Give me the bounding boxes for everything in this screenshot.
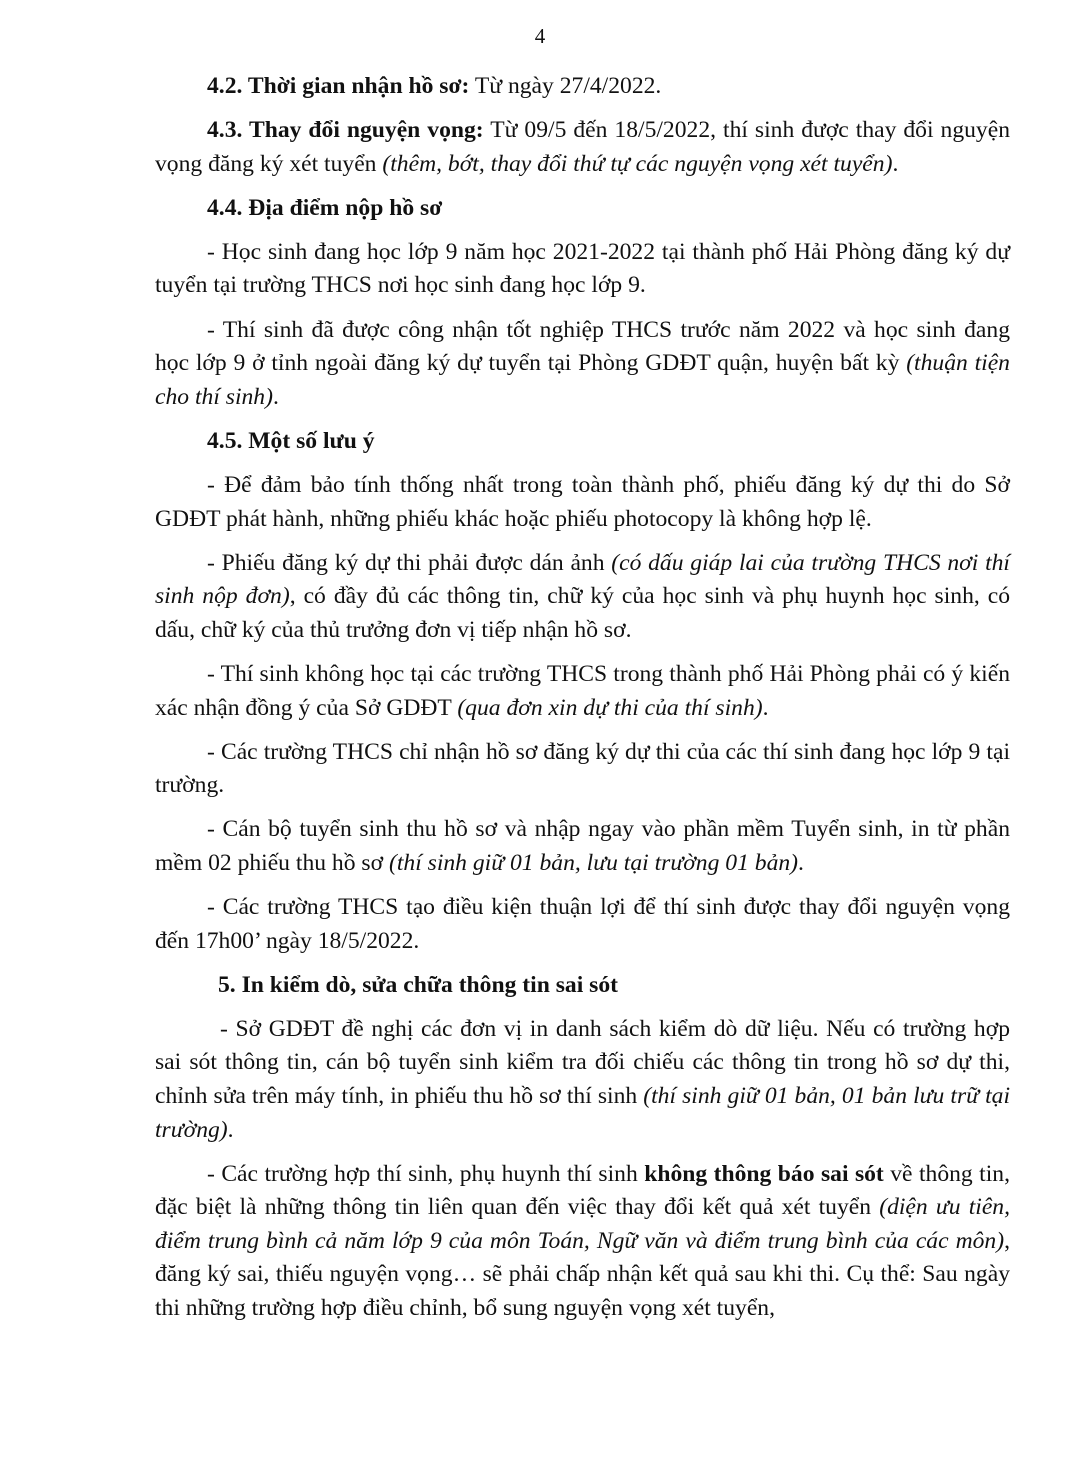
document-body xyxy=(155,70,1010,1336)
section-5-p1-end: . xyxy=(227,1116,234,1143)
section-4-5-heading-para xyxy=(155,425,1010,459)
section-5-paragraph-1 xyxy=(155,1013,1010,1147)
section-4-4-heading-para xyxy=(155,192,1010,226)
section-5-paragraph-2 xyxy=(155,1158,1010,1326)
section-4-3-end: . xyxy=(892,150,899,177)
page-number: 4 xyxy=(534,24,546,48)
section-4-3-italic: (thêm, bớt, thay đổi thứ tự các nguyện vọng xét tuyển) xyxy=(382,150,893,177)
section-4-3 xyxy=(155,114,1010,181)
section-5-p2-italic: (diện ưu tiên, điểm trung bình cả năm lớp 9 của môn Toán, Ngữ văn và điểm trung bình của các môn) xyxy=(155,1194,1011,1254)
section-4-5-p2-italic: (có dấu giáp lai của trường THCS nơi thí sinh nộp đơn) xyxy=(155,549,1010,610)
section-4-2-text: Từ ngày 27/4/2022. xyxy=(469,73,662,99)
section-4-5-p2-a: - Phiếu đăng ký dự thi phải được dán ảnh xyxy=(207,549,612,576)
section-4-5-p3-italic: (qua đơn xin dự thi của thí sinh) xyxy=(457,694,763,721)
section-4-3-text: Từ 09/5 đến 18/5/2022, thí sinh được thay đổi nguyện vọng đăng ký xét tuyển xyxy=(155,117,1010,177)
section-4-5-p5-a: - Cán bộ tuyển sinh thu hồ sơ và nhập ngay vào phần mềm Tuyển sinh, in từ phần mềm 02 phiếu thu hồ sơ xyxy=(155,816,1010,876)
section-4-4-p2-end: . xyxy=(272,383,279,410)
section-4-4-heading: 4.4. Địa điểm nộp hồ sơ xyxy=(207,194,443,221)
section-5-p2-bold: không thông báo sai sót xyxy=(644,1160,884,1187)
section-4-5-p3-end: . xyxy=(762,694,769,721)
section-5-p1-a: - Sở GDĐT đề nghị các đơn vị in danh sách kiểm dò dữ liệu. Nếu có trường hợp sai sót thông tin, cán bộ tuyển sinh kiểm tra đối chiếu các thông tin trong hồ sơ dự thi, chỉnh sửa trên máy tính, in phiếu thu hồ sơ thí sinh xyxy=(155,1015,1010,1109)
section-4-5-paragraph-4: - Các trường THCS chỉ nhận hồ sơ đăng ký dự thi của các thí sinh đang học lớp 9 tại trường. xyxy=(155,738,1010,799)
section-4-5-heading: 4.5. Một số lưu ý xyxy=(207,427,375,454)
section-4-5-paragraph-3 xyxy=(155,658,1010,725)
section-4-5-paragraph-1: - Để đảm bảo tính thống nhất trong toàn thành phố, phiếu đăng ký dự thi do Sở GDĐT phát hành, những phiếu khác hoặc phiếu photocopy là không hợp lệ. xyxy=(155,471,1010,532)
section-4-4-paragraph-1: - Học sinh đang học lớp 9 năm học 2021-2022 tại thành phố Hải Phòng đăng ký dự tuyển tại trường THCS nơi học sinh đang học lớp 9. xyxy=(155,238,1010,299)
section-4-5-p3-a: - Thí sinh không học tại các trường THCS trong thành phố Hải Phòng phải có ý kiến xác nhận đồng ý của Sở GDĐT xyxy=(155,660,1010,721)
section-4-2-heading: 4.2. Thời gian nhận hồ sơ: xyxy=(207,73,470,99)
section-5-p2-c: , đăng ký sai, thiếu nguyện vọng… sẽ phải chấp nhận kết quả sau khi thi. Cụ thể: Sau ngày thi những trường hợp điều chỉnh, bổ sung nguyện vọng xét tuyển, xyxy=(155,1227,1010,1321)
section-5-p2-a: - Các trường hợp thí sinh, phụ huynh thí sinh xyxy=(207,1160,645,1187)
section-4-4-paragraph-2 xyxy=(155,314,1010,415)
section-4-5-p2-b: , có đầy đủ các thông tin, chữ ký của học sinh và phụ huynh học sinh, có dấu, chữ ký của thủ trưởng đơn vị tiếp nhận hồ sơ. xyxy=(155,583,1011,643)
section-5-p2-b: về thông tin, đặc biệt là những thông tin liên quan đến việc thay đổi kết quả xét tuyển xyxy=(155,1160,1010,1221)
section-5-heading: 5. In kiểm dò, sửa chữa thông tin sai sót xyxy=(218,971,618,998)
section-4-2 xyxy=(155,70,1010,104)
section-4-5-p5-italic: (thí sinh giữ 01 bản, lưu tại trường 01 bản) xyxy=(388,849,799,876)
section-4-5-paragraph-2 xyxy=(155,547,1010,648)
section-5-heading-para xyxy=(155,969,1010,1003)
section-4-4-p2-text: - Thí sinh đã được công nhận tốt nghiệp THCS trước năm 2022 và học sinh đang học lớp 9 ở tỉnh ngoài đăng ký dự tuyển tại Phòng GDĐT quận, huyện bất kỳ xyxy=(155,316,1010,377)
section-4-5-p5-end: . xyxy=(798,849,804,876)
section-4-5-paragraph-5 xyxy=(155,813,1010,880)
section-4-4-p2-italic: (thuận tiện cho thí sinh) xyxy=(155,350,1010,410)
section-4-3-heading: 4.3. Thay đổi nguyện vọng: xyxy=(207,117,484,144)
section-4-5-paragraph-6: - Các trường THCS tạo điều kiện thuận lợi để thí sinh được thay đổi nguyện vọng đến 17h00’ ngày 18/5/2022. xyxy=(155,893,1010,954)
section-5-p1-italic: (thí sinh giữ 01 bản, 01 bản lưu trữ tại trường) xyxy=(155,1082,1010,1143)
